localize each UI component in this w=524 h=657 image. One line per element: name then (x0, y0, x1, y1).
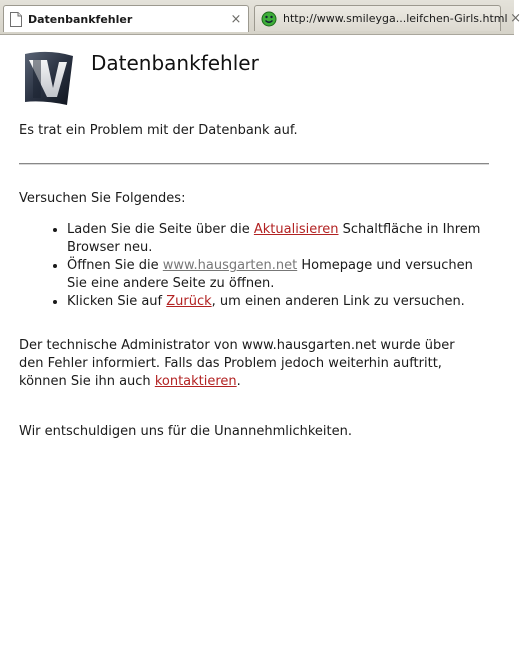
page-title: Datenbankfehler (91, 51, 259, 75)
tab-smileygarden[interactable] (254, 5, 522, 31)
item-text: Homepage und versuchen Sie eine andere Seite zu öffnen. (67, 258, 473, 291)
tab-title: Datenbankfehler (28, 12, 133, 26)
item-text: Laden Sie die Seite über die (67, 222, 254, 237)
site-logo (23, 50, 75, 113)
reload-link[interactable]: Aktualisieren (253, 222, 339, 237)
close-tab-icon[interactable]: × (230, 11, 242, 27)
page-icon (10, 12, 22, 27)
item-text: , um einen anderen Link zu versuchen. (211, 294, 465, 309)
item-text: Schaltfläche in Ihrem Browser neu. (67, 222, 481, 255)
suggestions-list (19, 221, 491, 311)
apology-text: Wir entschuldigen uns für die Unannehmlichkeiten. (19, 424, 353, 439)
admin-notice (19, 337, 479, 391)
contact-link[interactable]: kontaktieren (154, 374, 237, 389)
list-item (67, 221, 491, 257)
homepage-link[interactable]: www.hausgarten.net (162, 258, 298, 273)
page-content (0, 35, 514, 657)
suggestions-heading: Versuchen Sie Folgendes: (19, 191, 186, 206)
back-link[interactable]: Zurück (166, 294, 212, 309)
list-item (67, 257, 491, 293)
error-intro: Es trat ein Problem mit der Datenbank auf. (19, 123, 298, 138)
tab-datenbankfehler[interactable] (3, 5, 249, 32)
admin-text-end: . (236, 374, 241, 389)
item-text: Öffnen Sie die (67, 258, 163, 273)
tab-title: http://www.smileyga...leifchen-Girls.html (283, 12, 508, 25)
smiley-icon (261, 11, 277, 27)
admin-text: Der technische Administrator von www.hausgarten.net wurde über den Fehler informiert. Falls das Problem jedoch weiterhin auftritt, können Sie ihn auch (19, 338, 455, 389)
divider (19, 163, 489, 165)
tab-strip (0, 0, 522, 35)
close-tab-icon[interactable]: × (510, 11, 522, 26)
list-item (67, 293, 491, 311)
item-text: Klicken Sie auf (67, 294, 167, 309)
